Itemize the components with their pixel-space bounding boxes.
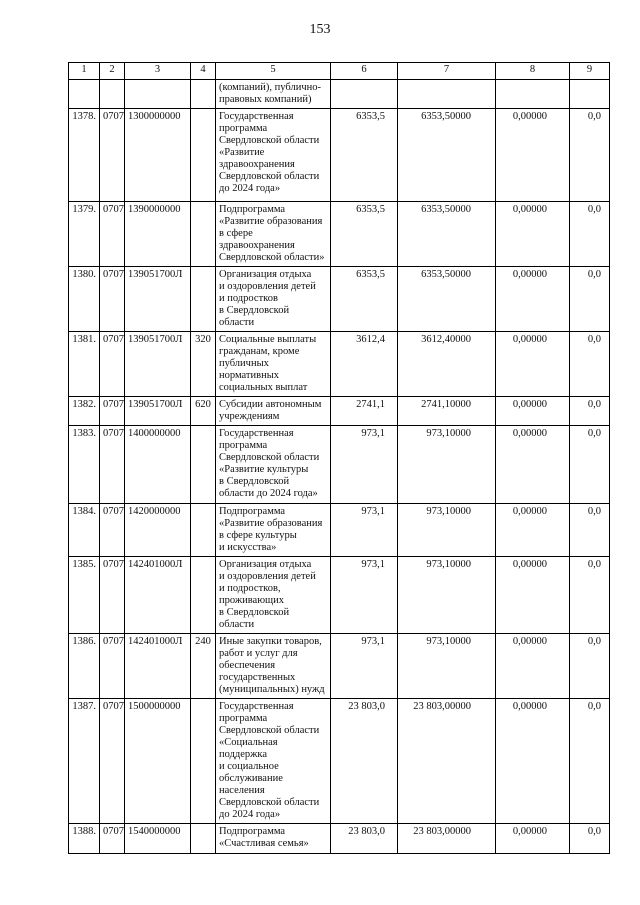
table-body [69,63,610,854]
budget-table [68,62,610,854]
table-row [69,267,610,332]
column-header: 3 [125,63,191,80]
target-item-code-cell: 1400000000 [125,426,191,504]
amount-approved-cell: 973,1 [331,426,398,504]
section-code-cell: 0707 [100,397,125,426]
table-row [69,557,610,634]
section-code-cell: 0707 [100,426,125,504]
item-name-cell: Подпрограмма «Развитие образования в сфере культуры и искусства» [216,504,331,557]
section-code-cell: 0707 [100,109,125,202]
execution-percent-cell [570,80,610,109]
target-item-code-cell: 1540000000 [125,824,191,854]
column-header: 4 [191,63,216,80]
amount-executed-cell: 973,10000 [398,557,496,634]
section-code-cell: 0707 [100,332,125,397]
expense-type-code-cell [191,80,216,109]
table-row [69,504,610,557]
table-row [69,824,610,854]
row-number-cell [69,80,100,109]
target-item-code-cell: 1500000000 [125,699,191,824]
row-number-cell: 1384. [69,504,100,557]
amount-deviation-cell: 0,00000 [496,426,570,504]
amount-executed-cell: 6353,50000 [398,109,496,202]
row-number-cell: 1378. [69,109,100,202]
execution-percent-cell: 0,0 [570,267,610,332]
expense-type-code-cell: 320 [191,332,216,397]
page-number: 153 [309,22,331,37]
section-code-cell: 0707 [100,699,125,824]
table-row [69,80,610,109]
row-number-cell: 1383. [69,426,100,504]
amount-executed-cell: 973,10000 [398,504,496,557]
amount-deviation-cell: 0,00000 [496,634,570,699]
column-header: 6 [331,63,398,80]
expense-type-code-cell [191,202,216,267]
column-header: 7 [398,63,496,80]
expense-type-code-cell [191,426,216,504]
amount-deviation-cell: 0,00000 [496,267,570,332]
target-item-code-cell: 142401000Л [125,557,191,634]
section-code-cell: 0707 [100,634,125,699]
item-name-cell: Иные закупки товаров, работ и услуг для обеспечения государственных (муниципальных) нужд [216,634,331,699]
amount-executed-cell: 23 803,00000 [398,699,496,824]
row-number-cell: 1388. [69,824,100,854]
row-number-cell: 1380. [69,267,100,332]
row-number-cell: 1381. [69,332,100,397]
row-number-cell: 1385. [69,557,100,634]
amount-approved-cell: 23 803,0 [331,824,398,854]
amount-deviation-cell: 0,00000 [496,557,570,634]
target-item-code-cell: 142401000Л [125,634,191,699]
amount-approved-cell: 6353,5 [331,202,398,267]
amount-approved-cell [331,80,398,109]
amount-approved-cell: 3612,4 [331,332,398,397]
item-name-cell: Подпрограмма «Развитие образования в сфере здравоохранения Свердловской области» [216,202,331,267]
execution-percent-cell: 0,0 [570,397,610,426]
amount-approved-cell: 23 803,0 [331,699,398,824]
execution-percent-cell: 0,0 [570,332,610,397]
expense-type-code-cell: 620 [191,397,216,426]
amount-deviation-cell [496,80,570,109]
execution-percent-cell: 0,0 [570,557,610,634]
amount-deviation-cell: 0,00000 [496,824,570,854]
expense-type-code-cell [191,824,216,854]
amount-executed-cell: 2741,10000 [398,397,496,426]
item-name-cell: Подпрограмма «Счастливая семья» [216,824,331,854]
table-row [69,332,610,397]
amount-approved-cell: 973,1 [331,634,398,699]
item-name-cell: Субсидии автономным учреждениям [216,397,331,426]
amount-approved-cell: 6353,5 [331,109,398,202]
table-row [69,426,610,504]
table-row [69,109,610,202]
section-code-cell: 0707 [100,202,125,267]
target-item-code-cell: 139051700Л [125,267,191,332]
section-code-cell: 0707 [100,824,125,854]
expense-type-code-cell [191,267,216,332]
column-header: 5 [216,63,331,80]
target-item-code-cell: 1300000000 [125,109,191,202]
execution-percent-cell: 0,0 [570,109,610,202]
target-item-code-cell: 139051700Л [125,332,191,397]
column-header: 1 [69,63,100,80]
amount-approved-cell: 973,1 [331,504,398,557]
amount-executed-cell: 3612,40000 [398,332,496,397]
amount-deviation-cell: 0,00000 [496,109,570,202]
execution-percent-cell: 0,0 [570,699,610,824]
item-name-cell: Организация отдыха и оздоровления детей и подростков, проживающих в Свердловской области [216,557,331,634]
column-header: 9 [570,63,610,80]
expense-type-code-cell [191,504,216,557]
expense-type-code-cell [191,699,216,824]
item-name-cell: Организация отдыха и оздоровления детей и подростков в Свердловской области [216,267,331,332]
amount-deviation-cell: 0,00000 [496,699,570,824]
table-row [69,202,610,267]
table-row [69,397,610,426]
amount-executed-cell: 6353,50000 [398,267,496,332]
amount-deviation-cell: 0,00000 [496,504,570,557]
item-name-cell: (компаний), публично- правовых компаний) [216,80,331,109]
expense-type-code-cell [191,557,216,634]
amount-approved-cell: 2741,1 [331,397,398,426]
amount-deviation-cell: 0,00000 [496,202,570,267]
table-row [69,634,610,699]
row-number-cell: 1379. [69,202,100,267]
amount-approved-cell: 973,1 [331,557,398,634]
column-header: 8 [496,63,570,80]
execution-percent-cell: 0,0 [570,202,610,267]
amount-executed-cell: 973,10000 [398,426,496,504]
row-number-cell: 1387. [69,699,100,824]
column-header: 2 [100,63,125,80]
row-number-cell: 1386. [69,634,100,699]
expense-type-code-cell [191,109,216,202]
target-item-code-cell [125,80,191,109]
item-name-cell: Государственная программа Свердловской области «Развитие здравоохранения Свердловской области до 2024 года» [216,109,331,202]
execution-percent-cell: 0,0 [570,504,610,557]
target-item-code-cell: 1420000000 [125,504,191,557]
row-number-cell: 1382. [69,397,100,426]
item-name-cell: Государственная программа Свердловской области «Социальная поддержка и социальное обслуживание населения Свердловской области до 2024 года» [216,699,331,824]
execution-percent-cell: 0,0 [570,634,610,699]
item-name-cell: Государственная программа Свердловской области «Развитие культуры в Свердловской области до 2024 года» [216,426,331,504]
execution-percent-cell: 0,0 [570,426,610,504]
expense-type-code-cell: 240 [191,634,216,699]
amount-executed-cell: 23 803,00000 [398,824,496,854]
amount-deviation-cell: 0,00000 [496,397,570,426]
amount-deviation-cell: 0,00000 [496,332,570,397]
item-name-cell: Социальные выплаты гражданам, кроме публичных нормативных социальных выплат [216,332,331,397]
amount-executed-cell [398,80,496,109]
header-row [69,63,610,80]
section-code-cell: 0707 [100,557,125,634]
table-row [69,699,610,824]
section-code-cell: 0707 [100,504,125,557]
amount-approved-cell: 6353,5 [331,267,398,332]
amount-executed-cell: 973,10000 [398,634,496,699]
target-item-code-cell: 1390000000 [125,202,191,267]
section-code-cell [100,80,125,109]
execution-percent-cell: 0,0 [570,824,610,854]
amount-executed-cell: 6353,50000 [398,202,496,267]
target-item-code-cell: 139051700Л [125,397,191,426]
section-code-cell: 0707 [100,267,125,332]
